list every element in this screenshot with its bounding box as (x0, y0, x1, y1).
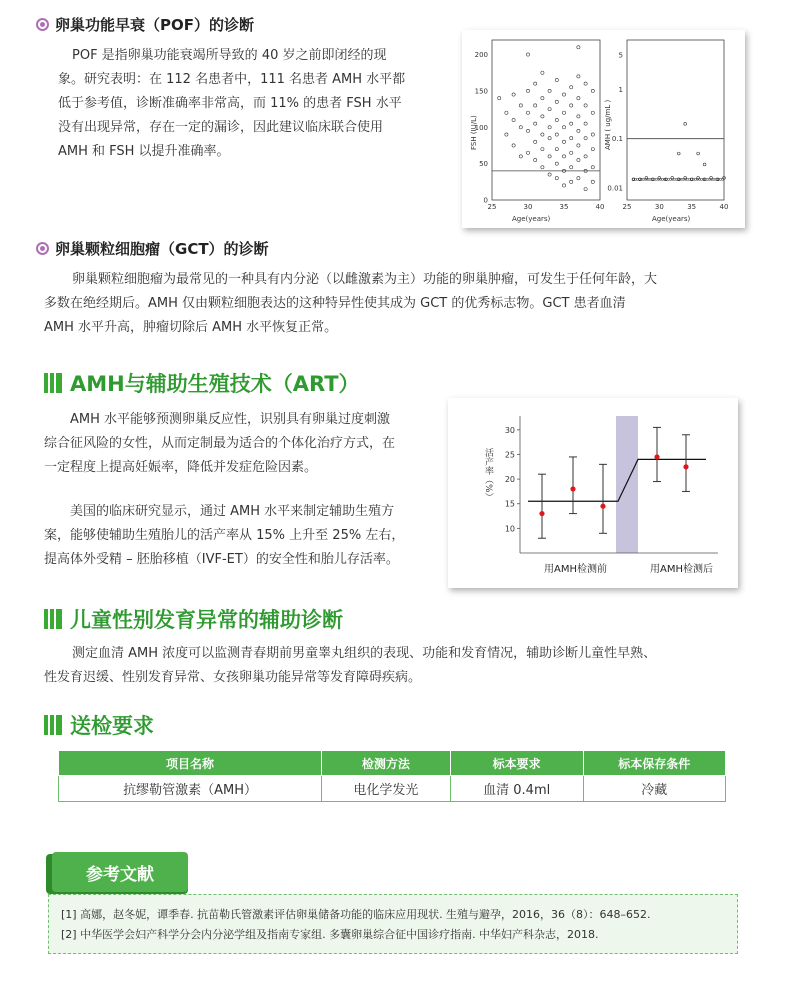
left-data-point (591, 147, 594, 150)
table-cell: 血清 0.4ml (450, 776, 583, 802)
left-data-point (541, 147, 544, 150)
right-ytick-label: 0.1 (611, 135, 623, 144)
right-ytick-label: 1 (618, 85, 623, 94)
reference-item: [1] 高娜，赵冬妮，谭季春. 抗苗勒氏管激素评估卵巢储备功能的临床应用现状. 生殖与避孕，2016，36（8）：648–652. (61, 908, 651, 921)
gct-paragraph: 卵巢颗粒细胞瘤为最常见的一种具有内分泌（以雌激素为主）功能的卵巢肿瘤，可发生于任何年龄，大 多数在绝经期后。AMH 仅由颗粒细胞表达的这种特异性使其成为 GCT 的优秀标志物。GCT 患者血清 AMH 水平升高，肿瘤切除后 AMH 水平恢复正常。 (44, 272, 658, 335)
left-data-point (584, 122, 587, 125)
table-header: 项目名称 (59, 751, 322, 776)
left-data-point (591, 166, 594, 169)
left-data-point (570, 180, 573, 183)
references-tab: 参考文献 (52, 852, 188, 892)
right-data-point (697, 177, 700, 180)
left-data-point (591, 111, 594, 114)
left-data-point (570, 122, 573, 125)
table-cell: 抗缪勒管激素（AMH） (59, 776, 322, 802)
cat-before-label: 用AMH检测前 (544, 564, 607, 575)
heading-bars-icon (44, 373, 62, 393)
left-data-point (526, 89, 529, 92)
left-data-point (577, 158, 580, 161)
left-data-point (534, 82, 537, 85)
left-data-point (584, 82, 587, 85)
art-ytick-label: 25 (504, 450, 515, 460)
table-cell: 冷藏 (583, 776, 725, 802)
left-data-point (562, 155, 565, 158)
heading-bars-icon (44, 609, 62, 629)
left-data-point (562, 140, 565, 143)
data-point (683, 464, 688, 469)
left-data-point (555, 177, 558, 180)
left-data-point (555, 133, 558, 136)
left-data-point (534, 104, 537, 107)
left-data-point (534, 158, 537, 161)
live-birth-chart (448, 398, 738, 588)
left-data-point (555, 162, 558, 165)
left-data-point (548, 155, 551, 158)
right-data-point (684, 177, 687, 180)
art-ylabel: 活产率（%） (483, 448, 493, 502)
data-point (570, 486, 575, 491)
left-data-point (519, 104, 522, 107)
art-ytick-label: 30 (504, 425, 515, 435)
right-xlabel: Age(years) (652, 215, 691, 223)
pof-scatter-figure (462, 30, 745, 228)
right-ytick-label: 5 (618, 51, 623, 60)
data-point (600, 504, 605, 509)
left-data-point (541, 115, 544, 118)
left-data-point (526, 129, 529, 132)
left-data-point (562, 93, 565, 96)
art-paragraph-1: AMH 水平能够预测卵巢反应性，识别具有卵巢过度刺激 综合征风险的女性，从而定制最为适合的个体化治疗方式，在 一定程度上提高妊娠率，降低并发症危险因素。 (44, 412, 396, 475)
references-box (48, 894, 738, 954)
left-data-point (526, 111, 529, 114)
left-data-point (591, 89, 594, 92)
left-data-point (541, 97, 544, 100)
left-ylabel: FSH (IU/L) (470, 115, 478, 150)
left-data-point (534, 122, 537, 125)
left-data-point (584, 187, 587, 190)
art-ytick-label: 20 (504, 475, 515, 485)
right-xtick-label: 35 (687, 203, 697, 211)
left-ytick-label: 150 (474, 87, 488, 96)
circle-bullet-icon (36, 242, 49, 255)
left-data-point (570, 166, 573, 169)
left-data-point (577, 75, 580, 78)
art-ytick-label: 10 (504, 524, 515, 534)
table-header: 检测方法 (322, 751, 451, 776)
table-cell: 电化学发光 (322, 776, 451, 802)
left-data-point (570, 86, 573, 89)
left-xtick-label: 30 (523, 203, 533, 211)
left-data-point (562, 184, 565, 187)
left-data-point (577, 177, 580, 180)
circle-bullet-icon (36, 18, 49, 31)
left-ytick-label: 50 (479, 160, 488, 169)
pof-title: 卵巢功能早衰（POF）的诊断 (36, 14, 254, 35)
left-ytick-label: 200 (474, 51, 488, 60)
left-data-point (526, 151, 529, 154)
child-heading: 儿童性别发育异常的辅助诊断 (44, 604, 343, 634)
left-data-point (505, 111, 508, 114)
live-birth-plot (448, 398, 738, 588)
left-data-point (512, 118, 515, 121)
table-row (59, 776, 726, 802)
right-data-point (684, 122, 687, 125)
table-header-row (59, 751, 726, 776)
left-data-point (584, 137, 587, 140)
right-data-point (677, 152, 680, 155)
right-xtick-label: 25 (622, 203, 632, 211)
cat-after-label: 用AMH检测后 (650, 564, 713, 575)
art-heading: AMH与辅助生殖技术（ART） (44, 368, 360, 398)
left-data-point (541, 71, 544, 74)
left-data-point (591, 180, 594, 183)
left-data-point (570, 104, 573, 107)
left-data-point (548, 126, 551, 129)
left-data-point (555, 147, 558, 150)
left-data-point (570, 137, 573, 140)
right-ylabel: AMH ( ug/mL ) (604, 99, 612, 150)
table-header: 标本要求 (450, 751, 583, 776)
left-data-point (562, 111, 565, 114)
left-data-point (577, 129, 580, 132)
left-data-point (548, 89, 551, 92)
left-data-point (577, 46, 580, 49)
sample-table (58, 750, 726, 802)
left-data-point (505, 133, 508, 136)
left-data-point (548, 137, 551, 140)
left-data-point (577, 144, 580, 147)
left-ytick-label: 100 (474, 123, 488, 132)
data-point (654, 454, 659, 459)
right-data-point (703, 163, 706, 166)
left-data-point (555, 78, 558, 81)
left-data-point (562, 126, 565, 129)
right-data-point (658, 177, 661, 180)
sample-heading: 送检要求 (44, 710, 154, 740)
right-xtick-label: 40 (719, 203, 729, 211)
reference-item: [2] 中华医学会妇产科学分会内分泌学组及指南专家组. 多囊卵巢综合征中国诊疗指南. 中华妇产科杂志，2018. (61, 928, 599, 941)
right-data-point (697, 152, 700, 155)
pof-paragraph: POF 是指卵巢功能衰竭所导致的 40 岁之前即闭经的现 象。研究表明：在 112 名患者中，111 名患者 AMH 水平都 低于参考值，诊断准确率非常高，而 11% 的患者 FSH 水平 没有出现异常，存在一定的漏诊，因此建议临床联合使用 AMH 和 FSH 以提升准确率。 (58, 48, 406, 159)
gct-title: 卵巢颗粒细胞瘤（GCT）的诊断 (36, 238, 269, 259)
left-data-point (555, 100, 558, 103)
left-data-point (584, 155, 587, 158)
scatter-plots (462, 30, 745, 228)
left-xtick-label: 35 (559, 203, 569, 211)
left-data-point (498, 97, 501, 100)
left-data-point (577, 97, 580, 100)
left-data-point (548, 173, 551, 176)
heading-bars-icon (44, 715, 62, 735)
data-point (539, 511, 544, 516)
left-xtick-label: 25 (487, 203, 497, 211)
left-plot-frame (492, 40, 600, 200)
transition-band (616, 416, 638, 553)
child-paragraph: 测定血清 AMH 浓度可以监测青春期前男童睾丸组织的表现、功能和发育情况，辅助诊断儿童性早熟、 性发育迟缓、性别发育异常、女孩卵巢功能异常等发育障碍疾病。 (44, 646, 657, 685)
left-data-point (548, 107, 551, 110)
right-plot-frame (627, 40, 724, 200)
art-ytick-label: 15 (504, 499, 515, 509)
right-xtick-label: 30 (654, 203, 664, 211)
left-data-point (584, 104, 587, 107)
left-ytick-label: 0 (483, 196, 488, 205)
art-paragraph-2: 美国的临床研究显示，通过 AMH 水平来制定辅助生殖方 案，能够使辅助生殖胎儿的活产率从 15% 上升至 25% 左右， 提高体外受精 – 胚胎移植（IVF-ET）的安全性和胎儿存活率。 (44, 504, 405, 567)
left-data-point (519, 155, 522, 158)
table-header: 标本保存条件 (583, 751, 725, 776)
left-data-point (591, 133, 594, 136)
left-data-point (541, 166, 544, 169)
left-data-point (541, 133, 544, 136)
left-data-point (519, 126, 522, 129)
left-xtick-label: 40 (595, 203, 605, 211)
left-data-point (512, 93, 515, 96)
left-data-point (577, 115, 580, 118)
left-xlabel: Age(years) (512, 215, 551, 223)
left-data-point (570, 151, 573, 154)
left-data-point (526, 53, 529, 56)
left-data-point (555, 118, 558, 121)
left-data-point (534, 140, 537, 143)
right-ytick-label: 0.01 (607, 184, 623, 193)
right-data-point (645, 177, 648, 180)
left-data-point (512, 144, 515, 147)
